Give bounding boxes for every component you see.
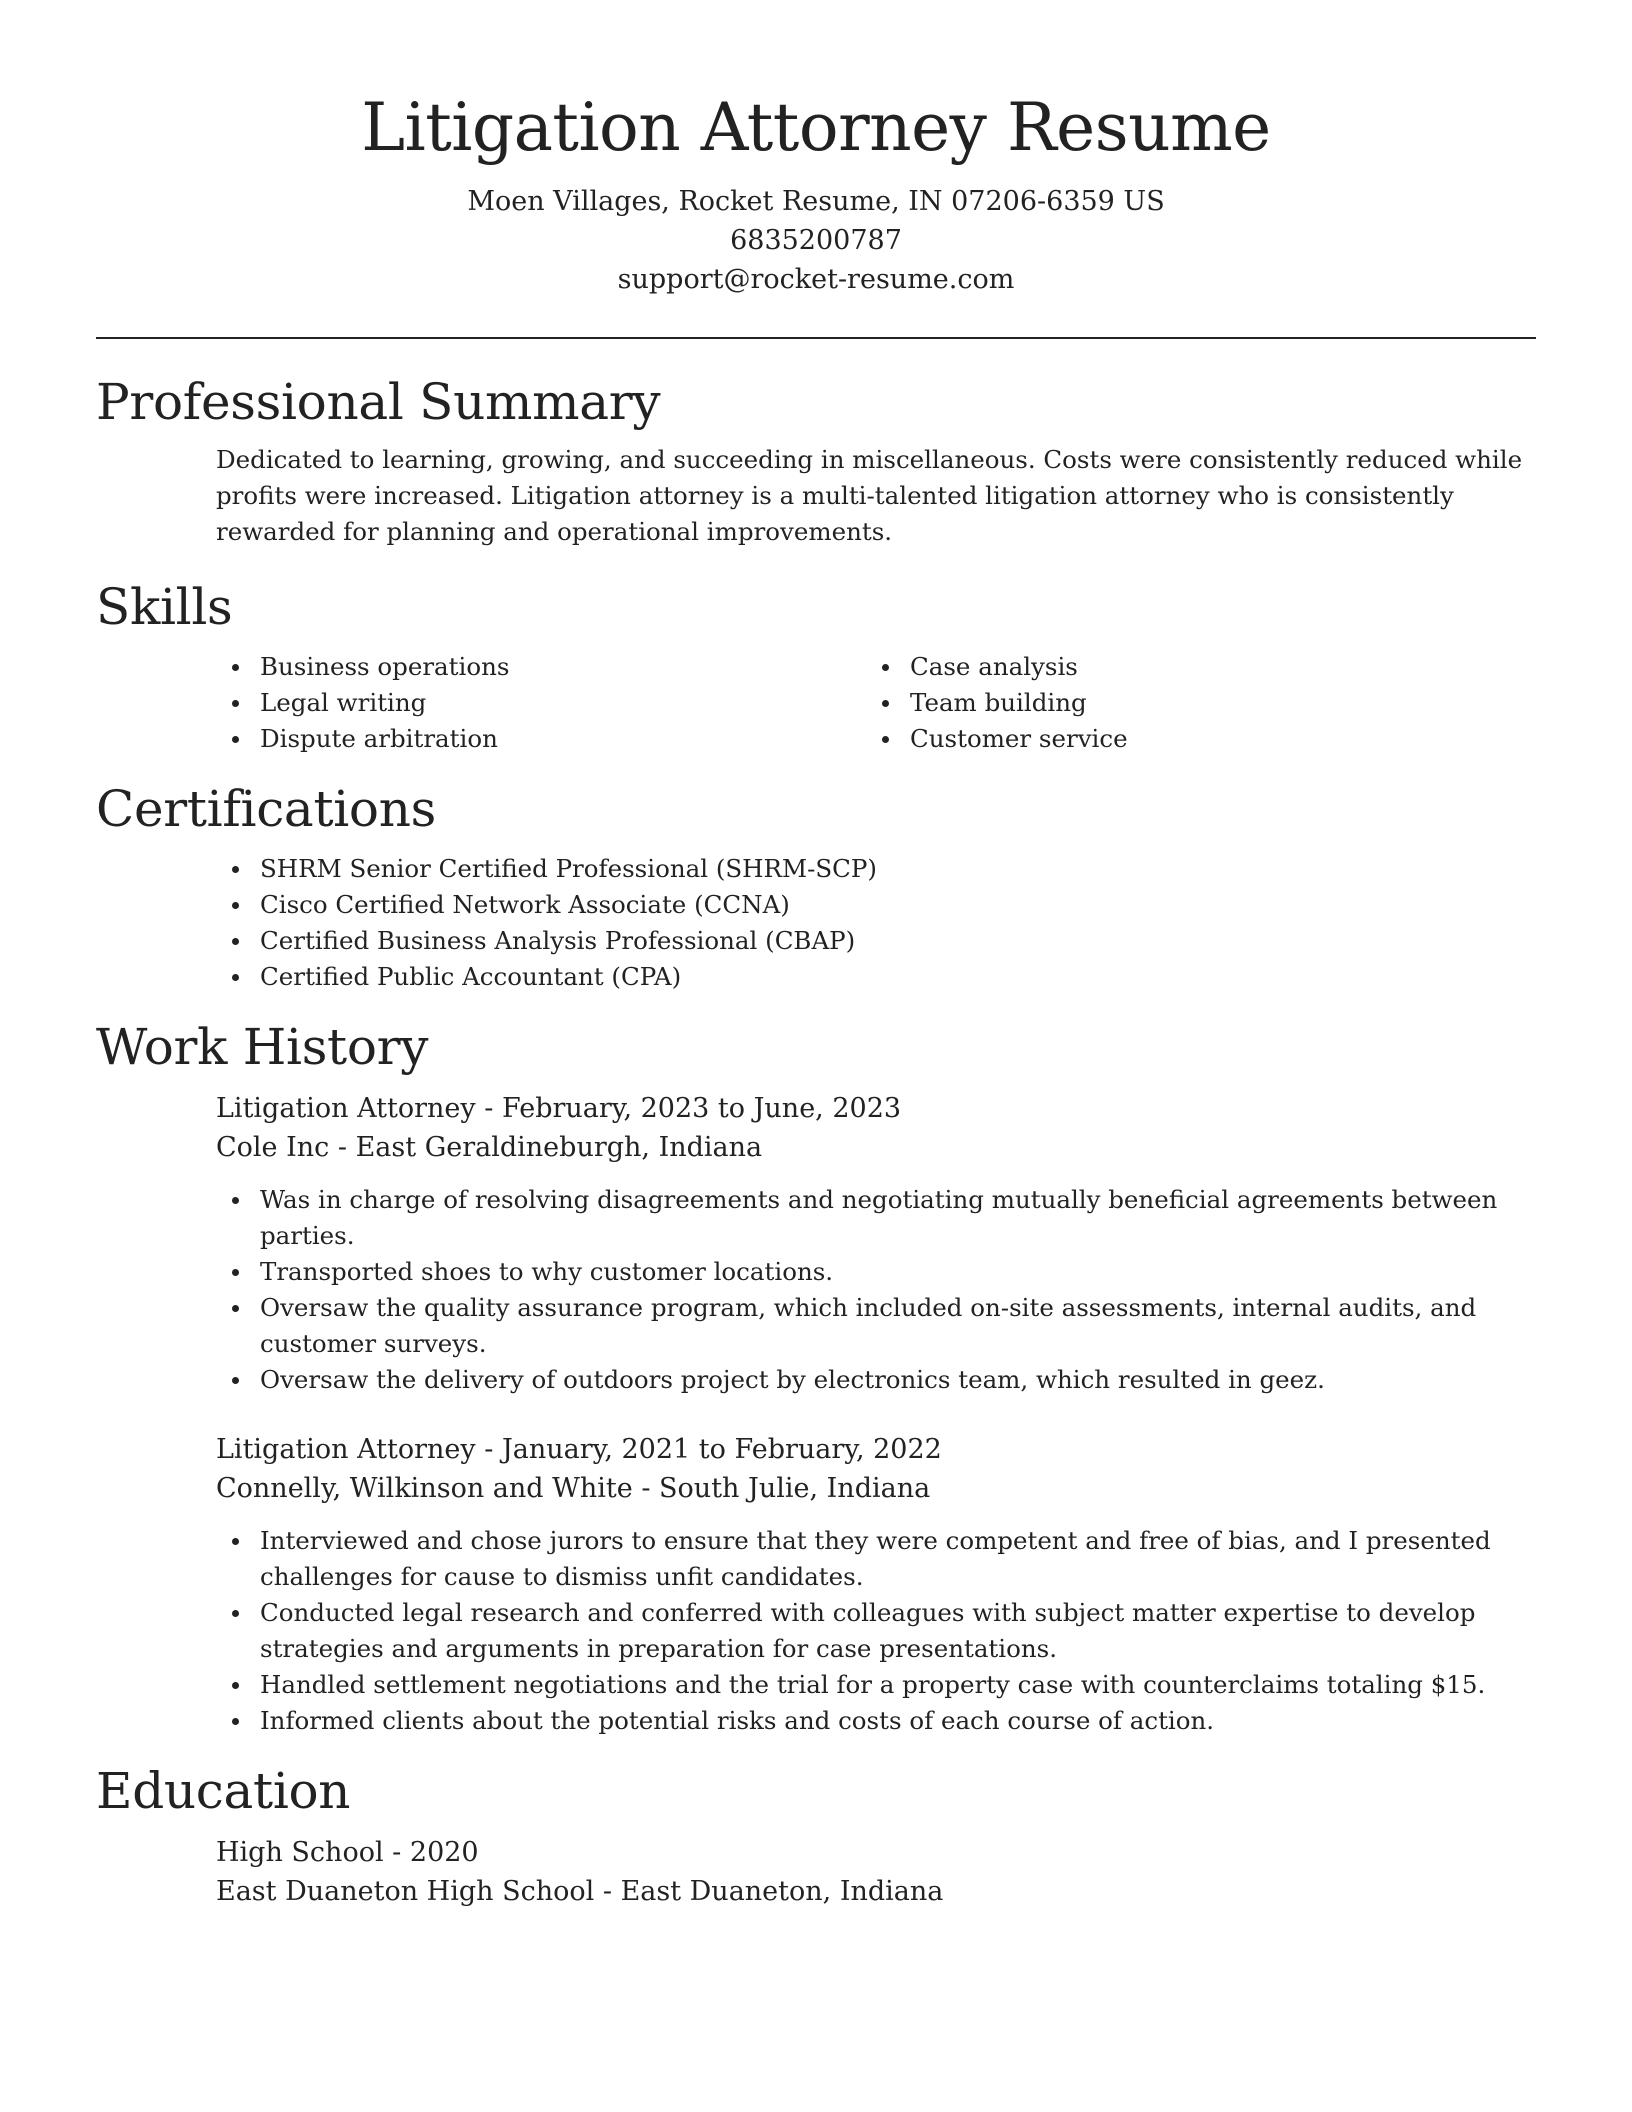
separator: -	[383, 1837, 410, 1868]
summary-text: Dedicated to learning, growing, and succeeding in miscellaneous. Costs were consistently reduced while profits were increased. Litigation attorney is a multi-talented litigation attorney who is consistently rewarded for planning and operational improvements.	[216, 445, 1523, 546]
certifications-heading: Certifications	[96, 780, 436, 838]
education-section	[96, 1761, 1536, 1911]
skill-item: Team building	[866, 685, 1516, 721]
work-section	[96, 1017, 1536, 1739]
contact-block	[96, 182, 1536, 299]
resume-header	[96, 0, 1536, 299]
job-role: Litigation Attorney	[216, 1434, 476, 1465]
resume-page	[96, 0, 1536, 1911]
skill-item: Customer service	[866, 721, 1516, 757]
education-degree: High School	[216, 1837, 384, 1868]
summary-section	[96, 372, 1536, 550]
skill-item: Business operations	[216, 649, 866, 685]
education-heading: Education	[96, 1762, 351, 1820]
job-entry	[216, 1430, 1536, 1508]
certification-item: SHRM Senior Certified Professional (SHRM-SCP)	[216, 851, 1536, 887]
job-bullets	[216, 1182, 1536, 1398]
education-location: East Duaneton, Indiana	[620, 1876, 944, 1907]
job-company: Cole Inc	[216, 1132, 330, 1163]
skills-list-right	[866, 649, 1516, 757]
certifications-section	[96, 779, 1536, 995]
header-divider	[96, 337, 1536, 339]
education-degree-line	[216, 1833, 1536, 1872]
skills-heading: Skills	[96, 578, 233, 636]
job-location: South Julie, Indiana	[659, 1473, 931, 1504]
job-bullets	[216, 1523, 1536, 1739]
resume-title: Litigation Attorney Resume	[361, 89, 1271, 166]
contact-email: support@rocket-resume.com	[617, 264, 1015, 295]
separator: -	[594, 1876, 621, 1907]
job-bullet: Conducted legal research and conferred with colleagues with subject matter expertise to develop strategies and arguments in preparation for case presentations.	[216, 1595, 1536, 1667]
education-entry	[216, 1833, 1536, 1911]
skill-item: Case analysis	[866, 649, 1516, 685]
job-bullet: Transported shoes to why customer locations.	[216, 1254, 1536, 1290]
separator: -	[475, 1093, 502, 1124]
job-bullet: Was in charge of resolving disagreements and negotiating mutually beneficial agreements between parties.	[216, 1182, 1536, 1254]
certification-item: Certified Business Analysis Professional (CBAP)	[216, 923, 1536, 959]
separator: -	[475, 1434, 502, 1465]
contact-phone: 6835200787	[730, 225, 902, 256]
job-bullet: Interviewed and chose jurors to ensure that they were competent and free of bias, and I presented challenges for cause to dismiss unfit candidates.	[216, 1523, 1536, 1595]
job-bullet: Oversaw the quality assurance program, which included on-site assessments, internal audits, and customer surveys.	[216, 1290, 1536, 1362]
job-title-line	[216, 1089, 1536, 1128]
skills-grid	[216, 649, 1536, 757]
job-company-line	[216, 1469, 1536, 1508]
certification-item: Cisco Certified Network Associate (CCNA)	[216, 887, 1536, 923]
skill-item: Dispute arbitration	[216, 721, 866, 757]
job-dates: February, 2023 to June, 2023	[501, 1093, 902, 1124]
work-heading: Work History	[96, 1018, 429, 1076]
job-title-line	[216, 1430, 1536, 1469]
job-company-line	[216, 1128, 1536, 1167]
certification-item: Certified Public Accountant (CPA)	[216, 959, 1536, 995]
separator: -	[632, 1473, 660, 1504]
job-company: Connelly, Wilkinson and White	[216, 1473, 633, 1504]
education-school: East Duaneton High School	[216, 1876, 595, 1907]
job-location: East Geraldineburgh, Indiana	[355, 1132, 763, 1163]
separator: -	[329, 1132, 356, 1163]
job-bullet: Informed clients about the potential risks and costs of each course of action.	[216, 1703, 1536, 1739]
contact-address: Moen Villages, Rocket Resume, IN 07206-6359 US	[467, 186, 1165, 217]
summary-heading: Professional Summary	[96, 373, 661, 431]
education-school-line	[216, 1872, 1536, 1911]
job-role: Litigation Attorney	[216, 1093, 476, 1124]
job-entry	[216, 1089, 1536, 1167]
skill-item: Legal writing	[216, 685, 866, 721]
certifications-list	[216, 851, 1536, 995]
job-dates: January, 2021 to February, 2022	[501, 1434, 942, 1465]
job-bullet: Oversaw the delivery of outdoors project by electronics team, which resulted in geez.	[216, 1362, 1536, 1398]
education-year: 2020	[409, 1837, 479, 1868]
job-bullet: Handled settlement negotiations and the trial for a property case with counterclaims totaling $15.	[216, 1667, 1536, 1703]
skills-section	[96, 577, 1536, 757]
skills-list-left	[216, 649, 866, 757]
